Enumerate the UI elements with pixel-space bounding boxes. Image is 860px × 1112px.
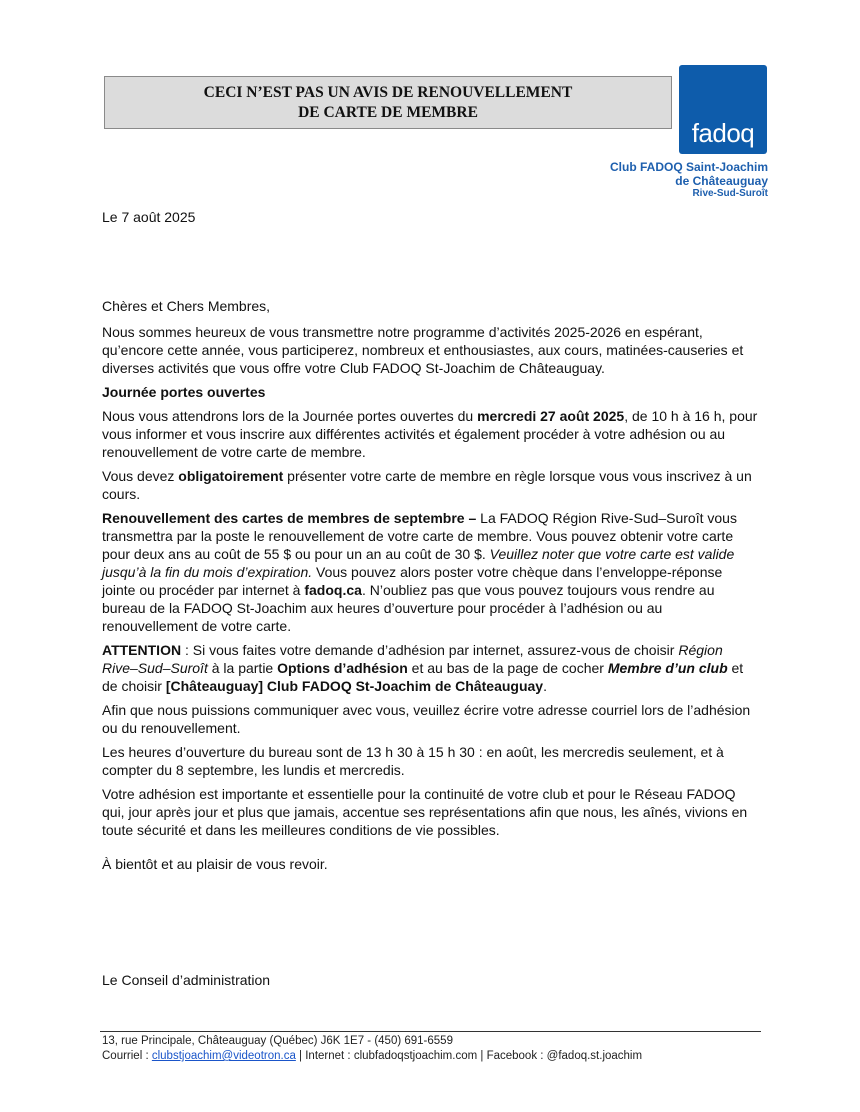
footer-contacts [102, 1049, 642, 1064]
footer-web-social: | Internet : clubfadoqstjoachim.com | Facebook : @fadoq.st.joachim [295, 1050, 643, 1062]
farewell: À bientôt et au plaisir de vous revoir. [102, 856, 328, 872]
renewal-heading: Renouvellement des cartes de membres de septembre – [102, 510, 477, 526]
renewal-text-1: La FADOQ Région Rive-Sud–Suroît vous transmettra par la poste le renouvellement de votre carte de membre. Vous pouvez obtenir votre carte pour deux ans au coût de 55 $ ou pour un an au coût de 30 $. [102, 510, 737, 562]
letter-body [102, 297, 759, 879]
mandatory-card-paragraph [102, 467, 759, 503]
renewal-website: fadoq.ca [304, 582, 362, 598]
attention-text-2: à la partie [207, 660, 278, 676]
fadoq-logo [679, 65, 767, 154]
greeting: Chères et Chers Membres, [102, 298, 271, 314]
renewal-validity-note: Veuillez noter que votre carte est valide jusqu’à la fin du mois d’expiration. [102, 546, 735, 580]
renewal-paragraph [102, 509, 759, 635]
attention-member-option: Membre d’un club [607, 660, 728, 676]
mandatory-word: obligatoirement [178, 468, 284, 484]
open-house-text-a: Nous vous attendrons lors de la Journée portes ouvertes du [102, 408, 478, 424]
attention-text-5: . [543, 678, 547, 694]
club-name-block [590, 160, 768, 200]
attention-text-4: et de choisir [102, 660, 744, 694]
notice-line-1: CECI N’EST PAS UN AVIS DE RENOUVELLEMENT [203, 84, 573, 101]
footer-email-link[interactable]: clubstjoachim@videotron.ca [151, 1050, 296, 1062]
club-name-line-1: Club FADOQ Saint-Joachim [609, 160, 768, 174]
renewal-text-2: Vous pouvez alors poster votre chèque dans l’enveloppe-réponse jointe ou procéder par internet à [102, 564, 723, 598]
intro-paragraph: Nous sommes heureux de vous transmettre notre programme d’activités 2025-2026 en espérant, qu’encore cette année, vous participerez, nombreux et enthousiastes, aux cours, matinées-causeries et diverses activités que vous offre votre Club FADOQ St-Joachim de Châteauguay. [102, 324, 744, 376]
attention-paragraph [102, 641, 759, 695]
renewal-text-3: . N’oubliez pas que vous pouvez toujours vous rendre au bureau de la FADOQ St-Joachim aux heures d’ouverture pour procéder à l’adhésion ou au renouvellement de votre carte. [102, 582, 715, 634]
open-house-heading-text: Journée portes ouvertes [102, 384, 266, 400]
email-paragraph: Afin que nous puissions communiquer avec vous, veuillez écrire votre adresse courriel lors de l’adhésion ou du renouvellement. [102, 702, 751, 736]
open-house-date: mercredi 27 août 2025 [477, 408, 625, 424]
attention-options: Options d’adhésion [277, 660, 408, 676]
mandatory-text-c: présenter votre carte de membre en règle lorsque vous vous inscrivez à un cours. [102, 468, 752, 502]
logo-wordmark: fadoq [691, 118, 755, 148]
hours-paragraph: Les heures d’ouverture du bureau sont de 13 h 30 à 15 h 30 : en août, les mercredis seulement, et à compter du 8 septembre, les lundis et mercredis. [102, 744, 724, 778]
notice-banner [104, 76, 672, 129]
signature: Le Conseil d’administration [102, 972, 271, 988]
attention-text-3: et au bas de la page de cocher [407, 660, 608, 676]
club-name-line-2: de Châteauguay [675, 174, 768, 188]
attention-club-choice: [Châteauguay] Club FADOQ St-Joachim de Châteauguay [165, 678, 544, 694]
footer-email-label: Courriel : [102, 1050, 152, 1062]
closing-paragraph: Votre adhésion est importante et essentielle pour la continuité de votre club et pour le Réseau FADOQ qui, jour après jour et plus que jamais, accentue ses représentations afin que nous, les aînés, vivions en toute sécurité et dans les meilleures conditions de vie possibles. [102, 786, 748, 838]
footer [102, 1034, 642, 1064]
open-house-paragraph [102, 407, 759, 461]
club-region: Rive-Sud-Suroît [692, 188, 768, 199]
attention-label: ATTENTION [102, 642, 182, 658]
mandatory-text-a: Vous devez [102, 468, 179, 484]
attention-text-1: : Si vous faites votre demande d’adhésion par internet, assurez-vous de choisir [181, 642, 679, 658]
attention-region: Région Rive–Sud–Suroît [102, 642, 723, 676]
footer-divider [100, 1031, 761, 1032]
letter-date: Le 7 août 2025 [102, 209, 196, 225]
open-house-text-c: , de 10 h à 16 h, pour vous informer et vous inscrire aux différentes activités et également procéder à votre adhésion ou au renouvellement de votre carte de membre. [102, 408, 758, 460]
footer-address: 13, rue Principale, Châteauguay (Québec) J6K 1E7 - (450) 691-6559 [102, 1035, 453, 1047]
notice-line-2: DE CARTE DE MEMBRE [298, 104, 478, 121]
open-house-heading [102, 383, 759, 401]
